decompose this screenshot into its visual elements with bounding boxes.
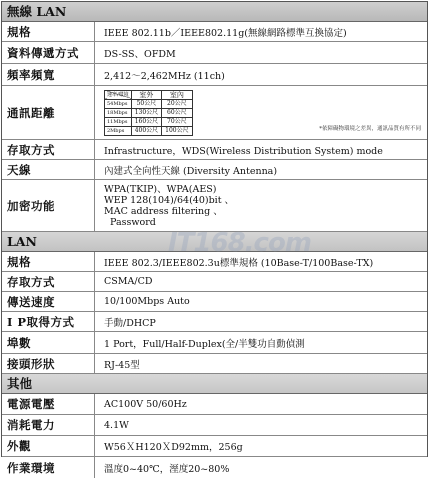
row-antenna [2,160,427,180]
row-value [95,86,427,139]
distance-outdoor: 160公尺 [131,117,161,126]
row-value [95,180,427,231]
distance-rate: 11Mbps [105,117,132,126]
encryption-line: Password [110,216,156,228]
row-label: 加密功能 [2,180,95,231]
distance-rate: 18Mbps [105,108,132,117]
row-label: 存取方式 [2,272,95,291]
row-label: 規格 [2,252,95,271]
encryption-line: WEP 128(104)/64(40)bit 、 [104,194,235,206]
row-transfer [2,42,427,64]
distance-table-header [105,90,193,99]
row-ip [2,312,427,332]
distance-table [104,90,193,136]
row-label: 通訊距離 [2,86,95,139]
row-value: 內建式全向性天線 (Diversity Antenna) [104,165,278,177]
distance-outdoor: 50公尺 [131,99,161,108]
row-size [2,436,427,457]
distance-header-outdoor: 室外 [131,90,161,99]
row-environment [2,457,427,478]
distance-rate: 2Mbps [105,126,132,135]
distance-outdoor: 130公尺 [131,108,161,117]
row-label: 外觀 [2,436,95,456]
row-label: 埠數 [2,332,95,353]
row-label: 傳送速度 [2,292,95,311]
encryption-line: MAC address filtering 、 [104,205,223,217]
row-label: 存取方式 [2,140,95,159]
row-value: 溫度0~40℃，溼度20~80% [104,463,230,475]
distance-indoor: 60公尺 [162,108,192,117]
distance-header-indoor: 室內 [162,90,192,99]
row-wireless-spec [2,22,427,42]
row-value: 1 Port，Full/Half-Duplex(全/半雙功自動偵測 [104,338,305,350]
row-label: 接頭形狀 [2,354,95,373]
table-row [105,99,193,108]
row-value: DS-SS、OFDM [104,48,176,60]
row-distance [2,86,427,140]
encryption-line: WPA(TKIP)、WPA(AES) [104,183,217,195]
row-lan-access [2,272,427,292]
section-header-other: 其他 [2,374,427,394]
row-encryption [2,180,427,232]
row-power [2,415,427,436]
watermark: IT168.com [168,228,311,258]
row-value: IEEE 802.3/IEEE802.3u標準規格 (10Base-T/100Base-TX) [104,257,374,269]
row-label: 消耗電力 [2,415,95,435]
row-label: 頻率頻寬 [2,64,95,85]
row-value: Infrastructure，WDS(Wireless Distribution System) mode [104,145,383,157]
row-port [2,332,427,354]
row-label: 作業環境 [2,457,95,478]
distance-table-corner: 速率/環境 [105,90,132,99]
row-label: 資料傳遞方式 [2,42,95,63]
section-header-wireless-lan: 無線 LAN [2,2,427,22]
row-speed [2,292,427,312]
row-connector [2,354,427,374]
row-value: 10/100Mbps Auto [104,296,190,307]
row-access [2,140,427,160]
table-row [105,126,193,135]
row-label: 規格 [2,22,95,41]
row-voltage [2,394,427,415]
row-value: RJ-45型 [104,359,140,371]
row-value: 4.1W [104,419,129,431]
distance-rate: 54Mbps [105,99,132,108]
section-header-lan: LAN [2,232,427,252]
row-value: AC100V 50/60Hz [104,398,187,410]
row-value: 2,412～2,462MHz (11ch) [104,70,225,82]
distance-outdoor: 400公尺 [131,126,161,135]
distance-indoor: 70公尺 [162,117,192,126]
distance-note: *依障礙物環境之差異，通訊品質有所不同 [319,126,421,132]
row-value: 手動/DHCP [104,317,156,329]
row-band [2,64,427,86]
row-value: IEEE 802.11b／IEEE802.11g(無線網路標準互換協定) [104,27,347,39]
row-value: W56ＸH120ＸD92mm，256g [104,442,243,453]
table-row [105,117,193,126]
distance-indoor: 20公尺 [162,99,192,108]
row-value: CSMA/CD [104,276,153,287]
row-label: I P取得方式 [2,312,95,331]
table-row [105,108,193,117]
distance-indoor: 100公尺 [162,126,192,135]
row-label: 天線 [2,160,95,179]
row-label: 電源電壓 [2,394,95,414]
